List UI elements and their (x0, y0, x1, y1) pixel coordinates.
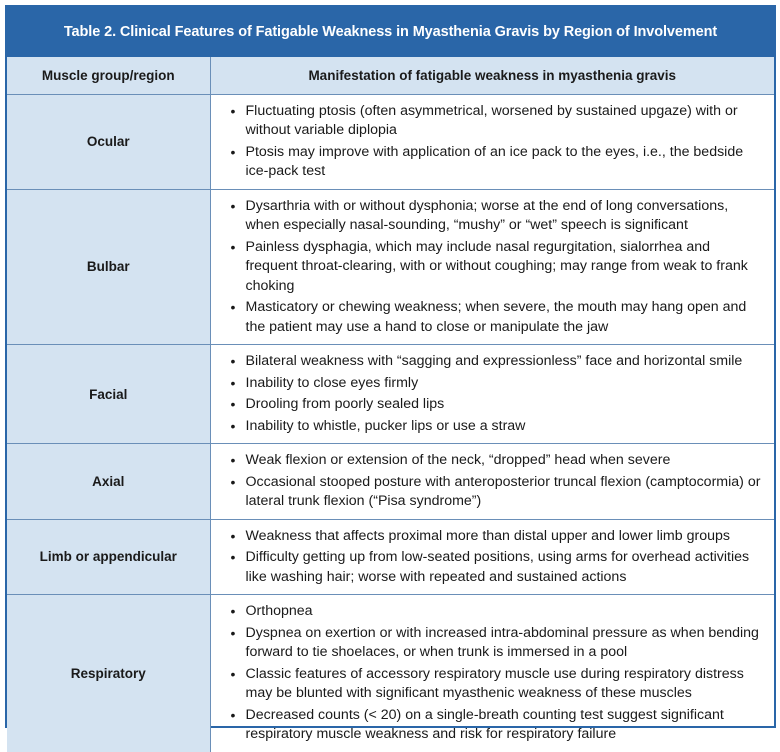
manifestation-cell (210, 595, 774, 752)
list-item: • Weakness that affects proximal more than distal upper and lower limb groups (231, 527, 765, 547)
bullet-list (231, 102, 765, 182)
group-label: Ocular (7, 94, 210, 189)
list-item: • Fluctuating ptosis (often asymmetrical, worsened by sustained upgaze) with or without variable diplopia (231, 102, 765, 141)
list-item: • Masticatory or chewing weakness; when severe, the mouth may hang open and the patient may use a hand to close or manipulate the jaw (231, 298, 765, 337)
table-row-limb (7, 519, 774, 595)
table-row-axial (7, 444, 774, 520)
list-item: • Occasional stooped posture with anteroposterior truncal flexion (camptocormia) or lateral trunk flexion (“Pisa syndrome”) (231, 473, 765, 512)
header-row (7, 57, 774, 94)
bullet-list (231, 527, 765, 588)
bullet-list (231, 602, 765, 745)
list-item: • Decreased counts (< 20) on a single-breath counting test suggest significant respiratory muscle weakness and risk for respiratory failure (231, 706, 765, 745)
group-label: Limb or appendicular (7, 519, 210, 595)
table-row-ocular (7, 94, 774, 189)
list-item: • Dysarthria with or without dysphonia; worse at the end of long conversations, when especially nasal-sounding, “mushy” or “wet” speech is significant (231, 197, 765, 236)
table-row-bulbar (7, 189, 774, 345)
clinical-features-table (5, 5, 776, 742)
list-item: • Weak flexion or extension of the neck, “dropped” head when severe (231, 451, 765, 471)
list-item: • Painless dysphagia, which may include nasal regurgitation, sialorrhea and frequent throat-clearing, with or without coughing; may range from weak to frank choking (231, 238, 765, 297)
bullet-list (231, 451, 765, 512)
list-item: • Bilateral weakness with “sagging and expressionless” face and horizontal smile (231, 352, 765, 372)
group-label: Respiratory (7, 595, 210, 752)
list-item: • Classic features of accessory respiratory muscle use during respiratory distress may be blunted with significant myasthenic weakness of these muscles (231, 665, 765, 704)
manifestation-cell (210, 189, 774, 345)
table-row-facial (7, 345, 774, 444)
list-item: • Inability to whistle, pucker lips or use a straw (231, 417, 765, 437)
manifestation-cell (210, 345, 774, 444)
list-item: • Orthopnea (231, 602, 765, 622)
manifestation-cell (210, 519, 774, 595)
table-title: Table 2. Clinical Features of Fatigable Weakness in Myasthenia Gravis by Region of Involvement (7, 7, 774, 57)
column-header-manifestation: Manifestation of fatigable weakness in myasthenia gravis (210, 57, 774, 94)
manifestation-cell (210, 444, 774, 520)
list-item: • Inability to close eyes firmly (231, 374, 765, 394)
group-label: Facial (7, 345, 210, 444)
manifestation-cell (210, 94, 774, 189)
list-item: • Drooling from poorly sealed lips (231, 395, 765, 415)
list-item: • Ptosis may improve with application of an ice pack to the eyes, i.e., the bedside ice-pack test (231, 143, 765, 182)
list-item: • Difficulty getting up from low-seated positions, using arms for overhead activities like washing hair; worse with repeated and sustained actions (231, 548, 765, 587)
bullet-list (231, 197, 765, 338)
bullet-list (231, 352, 765, 436)
table-row-respiratory (7, 595, 774, 752)
group-label: Bulbar (7, 189, 210, 345)
features-table (7, 57, 774, 752)
list-item: • Dyspnea on exertion or with increased intra-abdominal pressure as when bending forward to tie shoelaces, or when trunk is immersed in a pool (231, 624, 765, 663)
group-label: Axial (7, 444, 210, 520)
column-header-muscle-group: Muscle group/region (7, 57, 210, 94)
